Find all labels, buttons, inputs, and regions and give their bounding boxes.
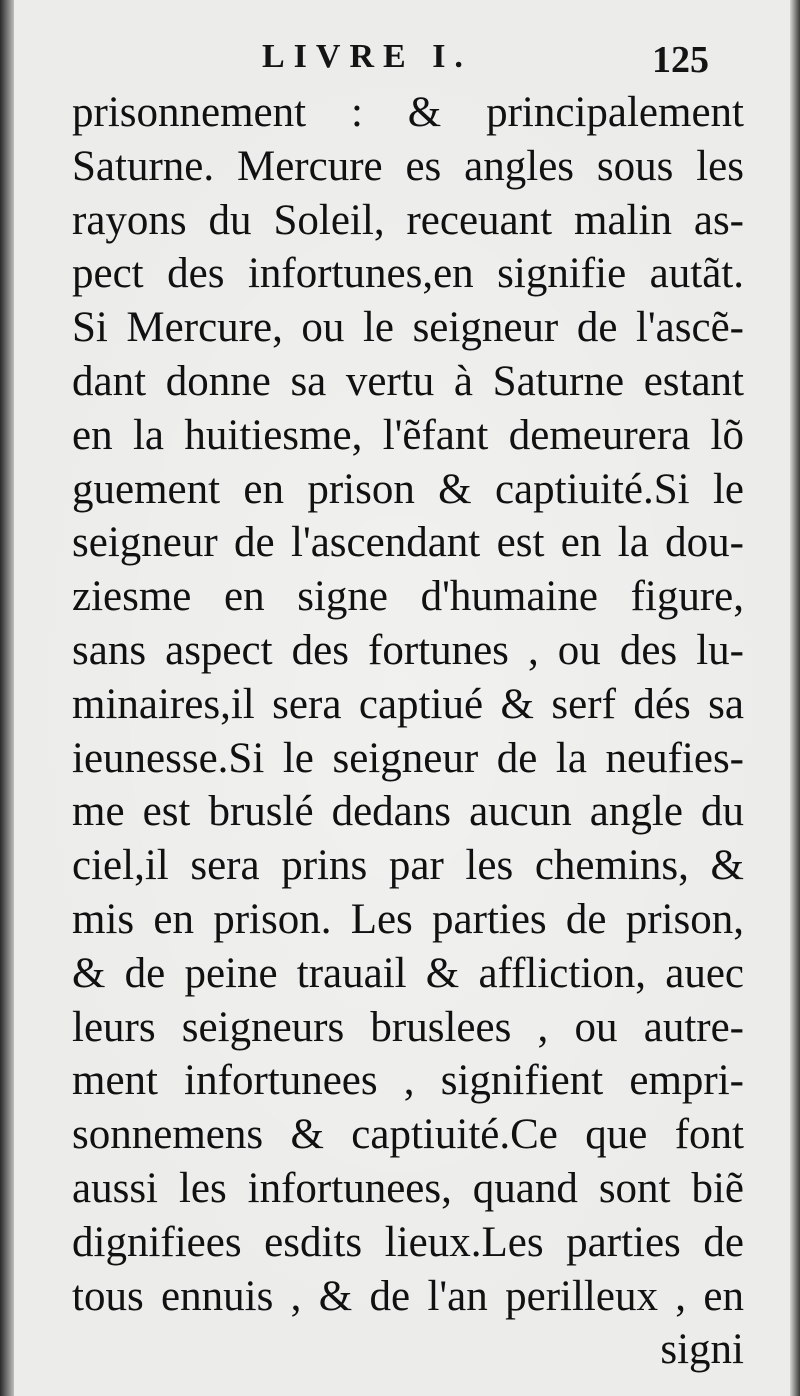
- text-line: tous ennuis , & de l'an perilleux , en: [72, 1272, 744, 1320]
- text-line: pect des infortunes,en signifie autãt.: [72, 250, 744, 298]
- page-edge-shadow: [790, 0, 800, 1396]
- text-line: Si Mercure, ou le seigneur de l'ascẽ-: [72, 304, 744, 352]
- text-line: signi: [660, 1326, 744, 1374]
- text-line: dignifiees esdits lieux.Les parties de: [72, 1218, 744, 1266]
- text-line: rayons du Soleil, receuant malin as-: [72, 196, 744, 244]
- text-line: sonnemens & captiuité.Ce que font: [72, 1111, 744, 1159]
- text-line: dant donne sa vertu à Saturne estant: [72, 357, 744, 405]
- text-line: minaires,il sera captiué & serf dés sa: [72, 680, 744, 728]
- text-line: mis en prison. Les parties de prison,: [72, 895, 744, 943]
- text-line: & de peine trauail & affliction, auec: [72, 949, 744, 997]
- text-line: Saturne. Mercure es angles sous les: [72, 142, 744, 190]
- page-number: 125: [652, 39, 709, 81]
- text-line: ciel,il sera prins par les chemins, &: [72, 842, 744, 890]
- text-line: aussi les infortunees, quand sont biẽ: [72, 1164, 744, 1212]
- text-line: guement en prison & captiuité.Si le: [72, 465, 744, 513]
- running-head: [0, 38, 800, 88]
- text-line: en la huitiesme, l'ẽfant demeurera lõ: [72, 411, 744, 459]
- text-line: ment infortunees , signifient empri-: [72, 1057, 744, 1105]
- text-line: ziesme en signe d'humaine figure,: [72, 573, 744, 621]
- text-line: sans aspect des fortunes , ou des lu-: [72, 626, 744, 674]
- running-head-title: LIVRE I.: [262, 38, 472, 75]
- text-line: seigneur de l'ascendant est en la dou-: [72, 519, 744, 567]
- page-gutter-shadow: [0, 0, 14, 1396]
- text-line: leurs seigneurs bruslees , ou autre-: [72, 1003, 744, 1051]
- text-line: me est bruslé dedans aucun angle du: [72, 788, 744, 836]
- text-line: prisonnement : & principalement: [72, 89, 744, 136]
- text-line: ieunesse.Si le seigneur de la neufies-: [72, 734, 744, 782]
- body-text: [72, 86, 744, 1377]
